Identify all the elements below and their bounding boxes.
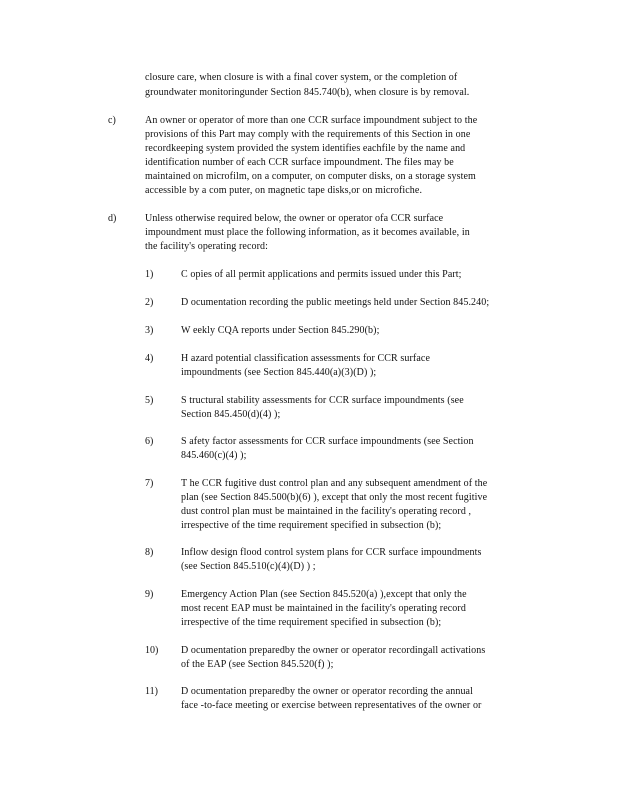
list-item-text: (see Section 845.510(c)(4)(D) ) ;: [181, 561, 316, 572]
list-item-text: H azard potential classification assessments for CCR surface: [181, 353, 430, 364]
list-item-text: face -to-face meeting or exercise between representatives of the owner or: [181, 700, 482, 711]
list-item-text: D ocumentation preparedby the owner or operator recordingall activations: [181, 645, 486, 656]
list-item-number: 8): [145, 547, 154, 558]
list-item-text: S tructural stability assessments for CCR surface impoundments (see: [181, 395, 464, 406]
c-line: An owner or operator of more than one CCR surface impoundment subject to the: [145, 115, 478, 126]
list-item-text: W eekly CQA reports under Section 845.290(b);: [181, 325, 380, 336]
list-item-number: 2): [145, 297, 154, 308]
section-label-c: c): [108, 115, 116, 126]
section-label-d: d): [108, 213, 117, 224]
c-line: maintained on microfilm, on a computer, on computer disks, on a storage system: [145, 171, 476, 182]
c-line: accessible by a com puter, on magnetic tape disks,or on microfiche.: [145, 185, 423, 196]
list-item-text: impoundments (see Section 845.440(a)(3)(D) );: [181, 367, 377, 378]
list-item-number: 5): [145, 395, 154, 406]
d-line: Unless otherwise required below, the owner or operator ofa CCR surface: [145, 213, 444, 224]
intro-line: groundwater monitoringunder Section 845.740(b), when closure is by removal.: [145, 87, 470, 98]
list-item-number: 10): [145, 645, 159, 656]
list-item-number: 1): [145, 269, 154, 280]
list-item-number: 3): [145, 325, 154, 336]
list-item-text: Inflow design flood control system plans for CCR surface impoundments: [181, 547, 482, 558]
list-item-number: 9): [145, 589, 154, 600]
list-item-text: irrespective of the time requirement specified in subsection (b);: [181, 520, 442, 531]
list-item-text: 845.460(c)(4) );: [181, 450, 247, 461]
list-item-text: D ocumentation recording the public meetings held under Section 845.240;: [181, 297, 490, 308]
list-item-text: D ocumentation preparedby the owner or operator recording the annual: [181, 686, 473, 697]
list-item-text: C opies of all permit applications and permits issued under this Part;: [181, 269, 462, 280]
list-item-number: 11): [145, 686, 158, 697]
list-item-number: 7): [145, 478, 154, 489]
list-item-text: T he CCR fugitive dust control plan and any subsequent amendment of the: [181, 478, 488, 489]
list-item-text: Section 845.450(d)(4) );: [181, 409, 281, 420]
intro-line: closure care, when closure is with a final cover system, or the completion of: [145, 72, 458, 83]
list-item-text: most recent EAP must be maintained in the facility's operating record: [181, 603, 466, 614]
c-line: provisions of this Part may comply with the requirements of this Section in one: [145, 129, 471, 140]
list-item-text: of the EAP (see Section 845.520(f) );: [181, 659, 334, 670]
d-line: impoundment must place the following information, as it becomes available, in: [145, 227, 470, 238]
list-item-text: Emergency Action Plan (see Section 845.520(a) ),except that only the: [181, 589, 467, 600]
list-item-text: dust control plan must be maintained in the facility's operating record ,: [181, 506, 472, 517]
list-item-number: 6): [145, 436, 154, 447]
list-item-text: irrespective of the time requirement specified in subsection (b);: [181, 617, 442, 628]
c-line: identification number of each CCR surface impoundment. The files may be: [145, 157, 454, 168]
c-line: recordkeeping system provided the system identifies eachfile by the name and: [145, 143, 466, 154]
d-line: the facility's operating record:: [145, 241, 269, 252]
list-item-number: 4): [145, 353, 154, 364]
list-item-text: plan (see Section 845.500(b)(6) ), except that only the most recent fugitive: [181, 492, 488, 503]
list-item-text: S afety factor assessments for CCR surface impoundments (see Section: [181, 436, 474, 447]
